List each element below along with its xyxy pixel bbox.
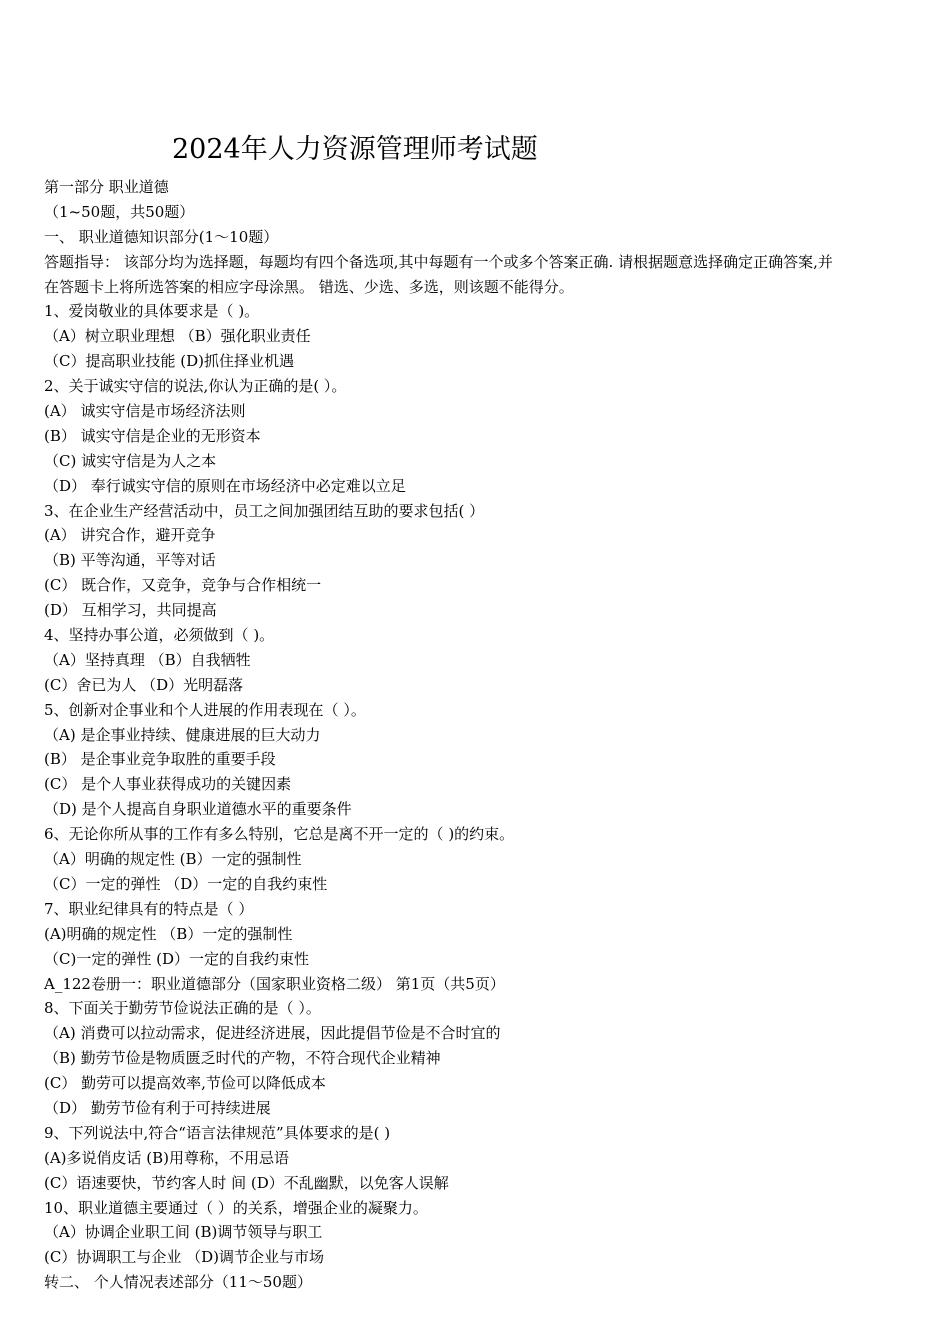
document-title: 2024年人力资源管理师考试题 — [172, 134, 538, 165]
question-4-options-cd: (C）舍已为人 （D）光明磊落 — [44, 675, 244, 694]
question-8-option-a: （A) 消费可以拉动需求，促进经济进展，因此提倡节俭是不合时宜的 — [44, 1024, 501, 1043]
question-2: 2、关于诚实守信的说法,你认为正确的是( ）。 — [44, 377, 347, 396]
question-5-option-a: （A) 是企事业持续、健康进展的巨大动力 — [44, 725, 321, 744]
question-10-options-cd: (C）协调职工与企业 （D)调节企业与市场 — [44, 1248, 324, 1267]
question-2-option-b: (B） 诚实守信是企业的无形资本 — [44, 426, 261, 445]
question-3-option-b: （B) 平等沟通，平等对话 — [44, 551, 216, 570]
section-heading: 第一部分 职业道德 — [44, 178, 169, 196]
question-1-options-ab: （A）树立职业理想 （B）强化职业责任 — [44, 327, 311, 346]
question-5-option-d: （D) 是个人提高自身职业道德水平的重要条件 — [44, 800, 352, 819]
question-7-options-cd: （C)一定的弹性 (D）一定的自我约束性 — [44, 949, 309, 968]
section-2-heading: 转二、 个人情况表述部分（11～50题） — [44, 1273, 312, 1292]
question-2-option-c: （C) 诚实守信是为人之本 — [44, 451, 217, 470]
question-8-option-c: (C） 勤劳可以提高效率,节俭可以降低成本 — [44, 1074, 326, 1093]
page-footer: A_122卷册一：职业道德部分（国家职业资格二级） 第1页（共5页） — [44, 974, 505, 993]
question-8-option-b: （B) 勤劳节俭是物质匮乏时代的产物，不符合现代企业精神 — [44, 1049, 441, 1068]
question-1-options-cd: （C）提高职业技能 (D)抓住择业机遇 — [44, 352, 294, 371]
question-8: 8、下面关于勤劳节俭说法正确的是（ ）。 — [44, 999, 321, 1018]
instructions-line-2: 在答题卡上将所选答案的相应字母涂黑。 错选、少选、多选，则该题不能得分。 — [44, 277, 574, 296]
question-3-option-a: (A） 讲究合作，避开竞争 — [44, 526, 216, 545]
question-5-option-c: (C） 是个人事业获得成功的关键因素 — [44, 775, 292, 794]
question-7: 7、职业纪律具有的特点是（ ） — [44, 899, 254, 918]
question-8-option-d: （D） 勤劳节俭有利于可持续进展 — [44, 1098, 271, 1117]
question-4-options-ab: （A）坚持真理 （B）自我牺牲 — [44, 650, 251, 669]
question-2-option-d: （D） 奉行诚实守信的原则在市场经济中必定难以立足 — [44, 476, 406, 495]
question-6-options-cd: （C）一定的弹性 （D）一定的自我约束性 — [44, 874, 328, 893]
question-5-option-b: (B） 是企事业竞争取胜的重要手段 — [44, 750, 276, 769]
question-9-options-ab: (A)多说俏皮话 (B)用尊称，不用忌语 — [44, 1148, 290, 1167]
question-1: 1、爱岗敬业的具体要求是（ )。 — [44, 302, 260, 321]
instructions-line-1: 答题指导： 该部分均为选择题，每题均有四个备选项,其中每题有一个或多个答案正确. 请根据题意选择确定正确答案,并 — [44, 252, 833, 271]
question-10: 10、职业道德主要通过（ ）的关系，增强企业的凝聚力。 — [44, 1198, 428, 1217]
question-9-options-cd: (C）语速要快，节约客人时 间 (D）不乱幽默，以免客人误解 — [44, 1173, 449, 1192]
question-7-options-ab: (A)明确的规定性 （B）一定的强制性 — [44, 924, 293, 943]
question-3: 3、在企业生产经营活动中，员工之间加强团结互助的要求包括( ） — [44, 501, 485, 520]
question-10-options-ab: （A）协调企业职工间 (B)调节领导与职工 — [44, 1223, 323, 1242]
question-9: 9、下列说法中,符合“语言法律规范”具体要求的是( ) — [44, 1123, 391, 1142]
question-4: 4、坚持办事公道，必须做到（ )。 — [44, 626, 275, 645]
question-range: （1~50题，共50题） — [44, 202, 195, 221]
document-body — [44, 175, 924, 1295]
question-2-option-a: (A） 诚实守信是市场经济法则 — [44, 402, 246, 421]
question-6-options-ab: （A）明确的规定性 (B）一定的强制性 — [44, 850, 302, 869]
question-5: 5、创新对企事业和个人进展的作用表现在（ ）。 — [44, 700, 366, 719]
question-3-option-c: (C） 既合作，又竞争，竞争与合作相统一 — [44, 576, 322, 595]
subsection-heading: 一、 职业道德知识部分(1～10题） — [44, 227, 279, 246]
question-6: 6、无论你所从事的工作有多么特别，它总是离不开一定的（ )的约束。 — [44, 825, 515, 844]
question-3-option-d: (D） 互相学习，共同提高 — [44, 601, 217, 620]
